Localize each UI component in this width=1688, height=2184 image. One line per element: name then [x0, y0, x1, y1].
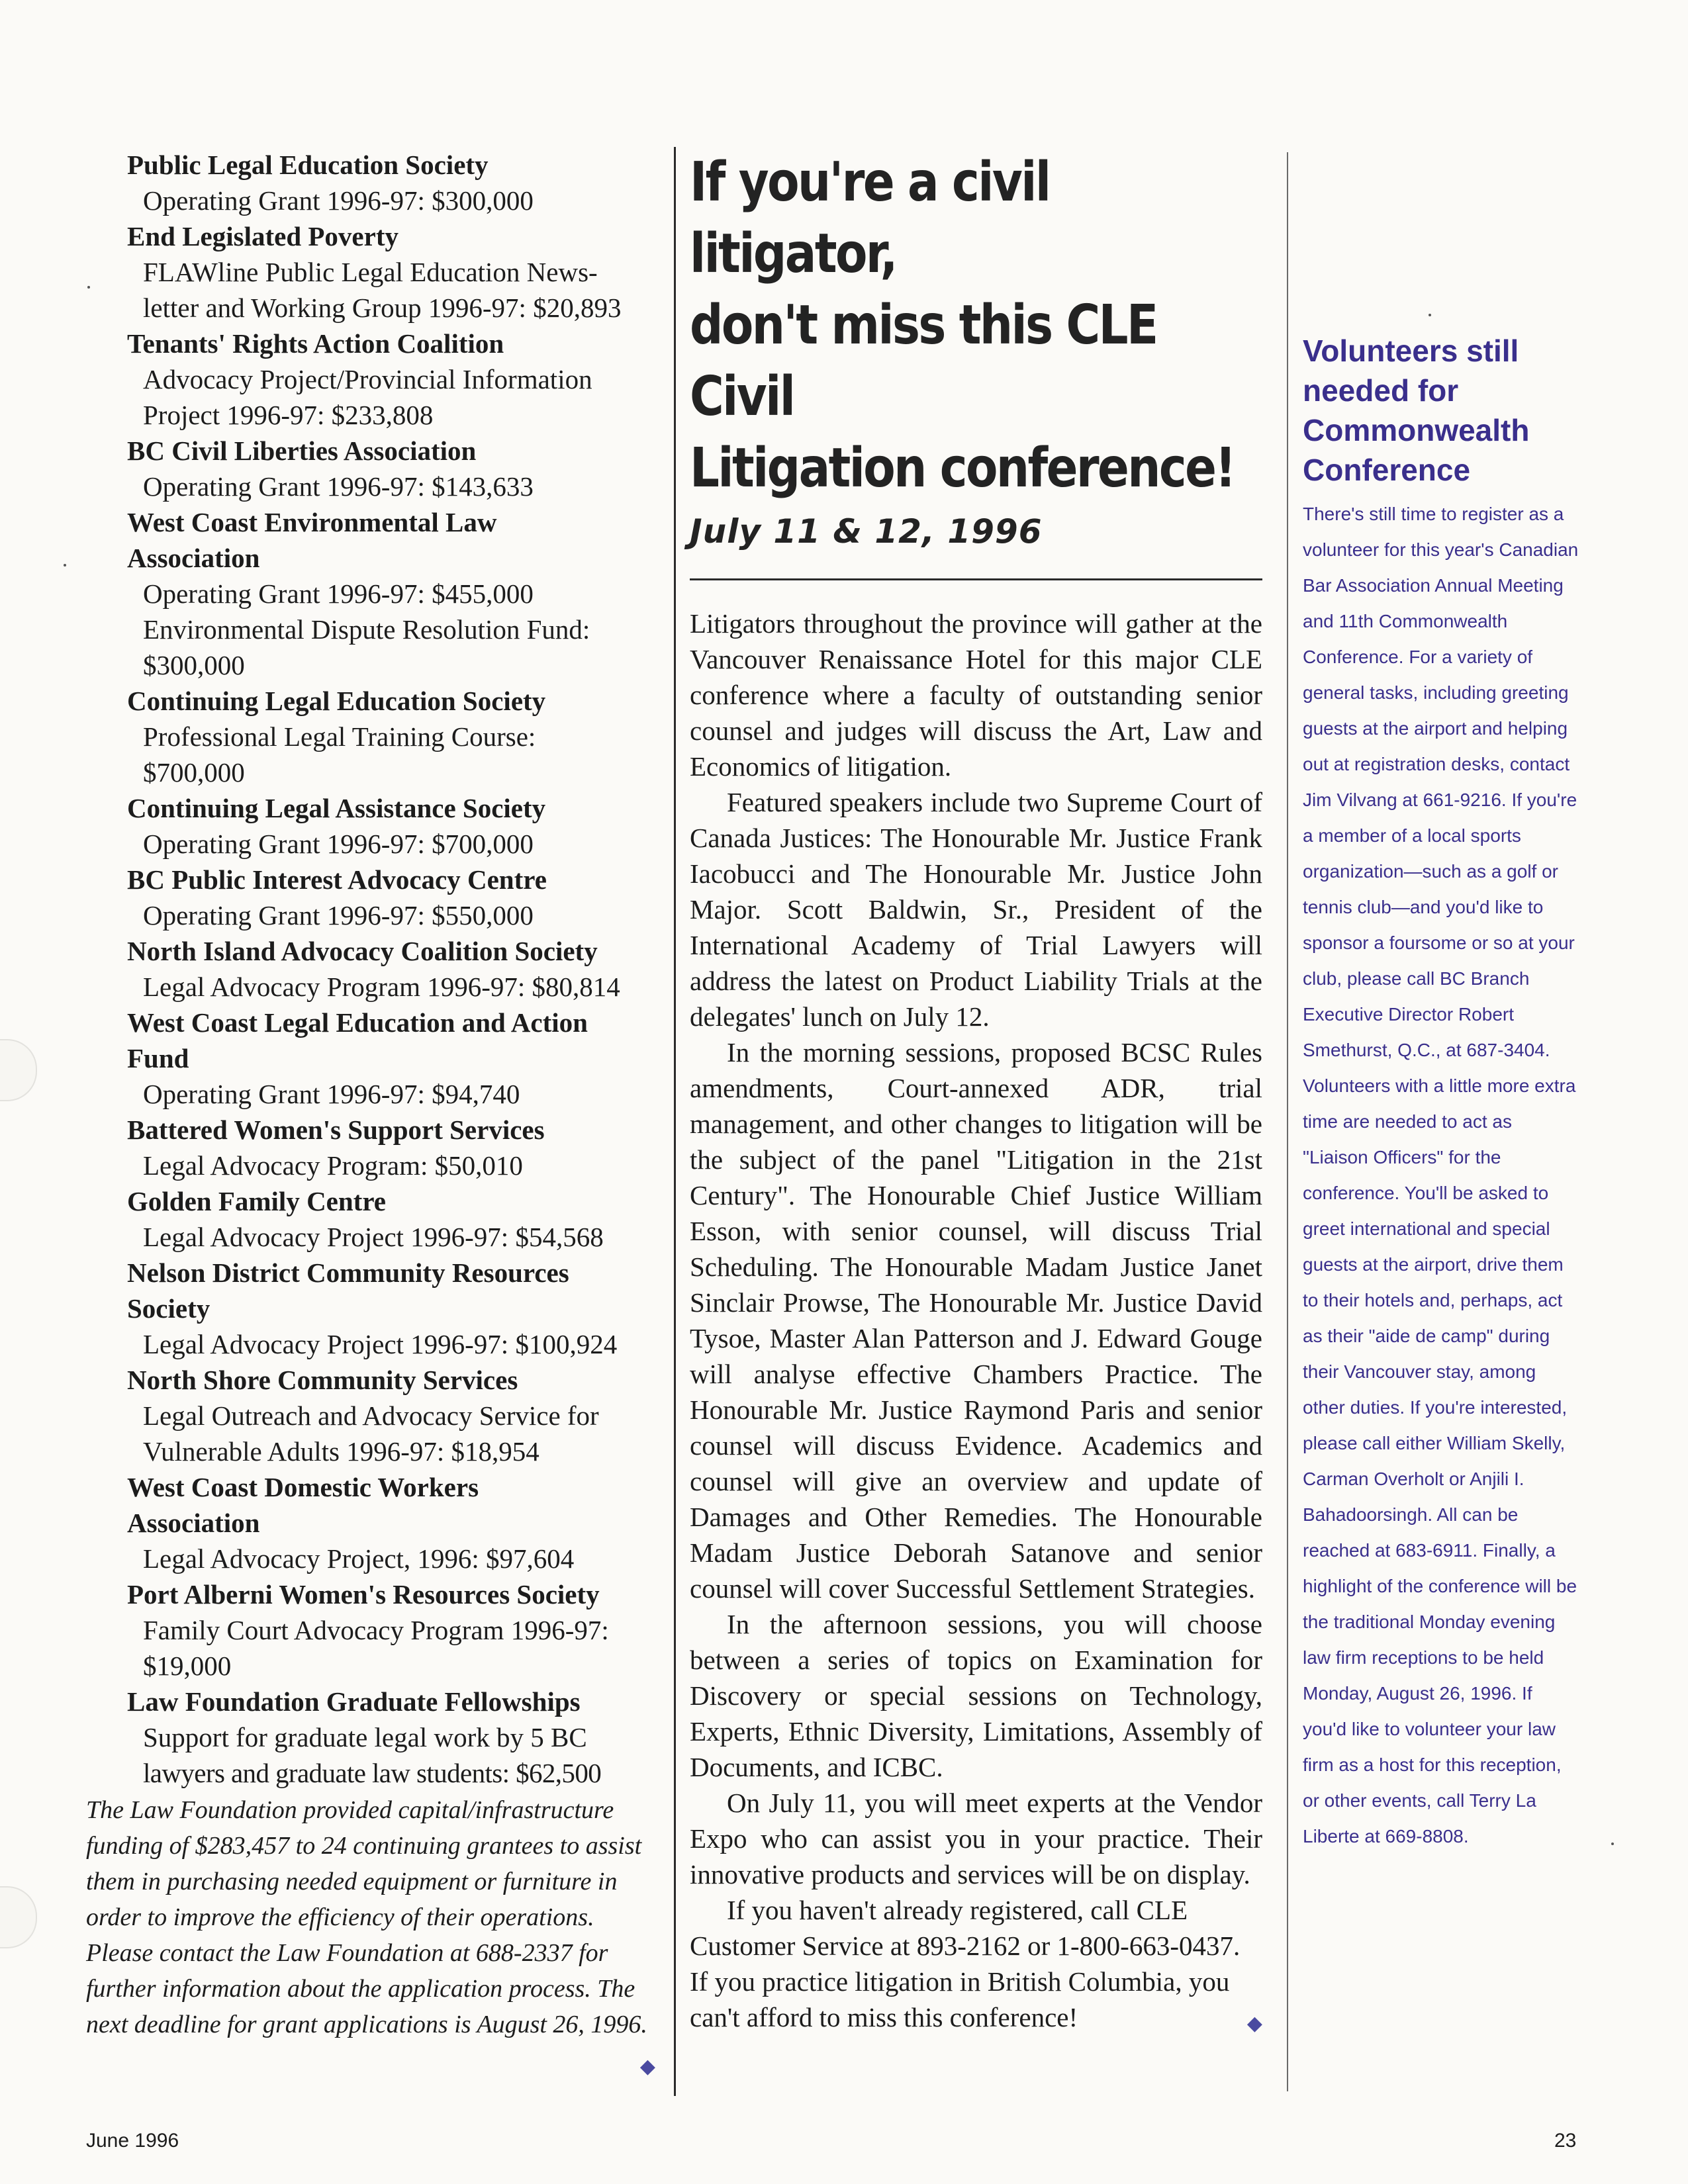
- grant-detail: Project 1996-97: $233,808: [143, 400, 434, 430]
- grant-detail: Legal Outreach and Advocacy Service for: [143, 1400, 599, 1431]
- grant-org: Battered Women's Support Services: [127, 1115, 545, 1145]
- grant-detail: $700,000: [143, 757, 245, 788]
- grant-org: West Coast Legal Education and Action Fund: [127, 1007, 588, 1073]
- article-paragraph: In the afternoon sessions, you will choose between a series of topics on Examination for Discovery or special sessions on Technology, Experts, Ethnic Diversity, Limitations, Assembly of Documents, and ICBC.: [690, 1609, 1262, 1782]
- grant-detail: Support for graduate legal work by 5 BC: [143, 1722, 587, 1752]
- article-paragraph: Featured speakers include two Supreme Court of Canada Justices: The Honourable Mr. Justice Frank Iacobucci and The Honourable Mr. Justice John Major. Scott Baldwin, Sr., President of the International Academy of Trial Lawyers will address the latest on Product Liability Trials at the delegates' lunch on July 12.: [690, 787, 1262, 1032]
- grant-org: BC Public Interest Advocacy Centre: [127, 864, 547, 895]
- article-paragraph: In the morning sessions, proposed BCSC Rules amendments, Court-annexed ADR, trial management, and other changes to litigation will be the subject of the panel "Litigation in the 21st Century". The Honourable Chief Justice William Esson, with senior counsel, will discuss Trial Scheduling. The Honourable Madam Justice Janet Sinclair Prowse, The Honourable Mr. Justice David Tysoe, Master Alan Patterson and J. Edward Gouge will analyse effective Chambers Practice. The Honourable Mr. Justice Raymond Paris and senior counsel will discuss Evidence. Academics and counsel will give an overview and update of Damages and Other Remedies. The Honourable Madam Justice Deborah Satanove and senior counsel will cover Successful Settlement Strategies.: [690, 1037, 1262, 1604]
- grant-detail: Advocacy Project/Provincial Information: [143, 364, 592, 394]
- grant-detail: $19,000: [143, 1651, 232, 1681]
- grant-org: Continuing Legal Assistance Society: [127, 793, 546, 823]
- scan-speck: [1611, 1843, 1614, 1845]
- grant-org: Public Legal Education Society: [127, 150, 489, 180]
- grant-org: West Coast Domestic Workers Association: [127, 1472, 479, 1538]
- grant-entry: [86, 326, 655, 433]
- grant-detail: letter and Working Group 1996-97: $20,893: [143, 293, 622, 323]
- grant-org: Golden Family Centre: [127, 1186, 386, 1216]
- grant-detail: Vulnerable Adults 1996-97: $18,954: [143, 1436, 539, 1467]
- article-body: [690, 606, 1262, 2035]
- grant-org: North Island Advocacy Coalition Society: [127, 936, 598, 966]
- grant-detail: Operating Grant 1996-97: $700,000: [143, 829, 534, 859]
- grant-entry: [86, 1005, 655, 1112]
- grant-org: End Legislated Poverty: [127, 221, 399, 251]
- grant-org: North Shore Community Services: [127, 1365, 518, 1395]
- grant-org: Port Alberni Women's Resources Society: [127, 1579, 600, 1610]
- scan-speck: [64, 564, 66, 567]
- end-diamond-icon: ◆: [639, 2056, 655, 2077]
- grant-entry: [86, 683, 655, 790]
- article-paragraph: On July 11, you will meet experts at the Vendor Expo who can assist you in your practice. Their innovative products and services will be on display.: [690, 1788, 1262, 1889]
- grant-entry: [86, 1469, 655, 1576]
- grant-detail: Legal Advocacy Program: $50,010: [143, 1150, 523, 1181]
- page-number: 23: [1554, 2130, 1577, 2152]
- law-foundation-note: [86, 1792, 655, 2077]
- grant-entry: [86, 1684, 655, 1791]
- headline-line: don't miss this CLE Civil: [690, 294, 1157, 428]
- article-headline: [690, 147, 1265, 504]
- grant-entry: [86, 1112, 655, 1183]
- grant-detail: Operating Grant 1996-97: $455,000: [143, 578, 534, 609]
- grant-detail: Operating Grant 1996-97: $550,000: [143, 900, 534, 931]
- grant-detail: Legal Advocacy Project, 1996: $97,604: [143, 1543, 575, 1574]
- grant-entry: [86, 1576, 655, 1684]
- punch-hole: [0, 1886, 37, 1948]
- sidebar-body: There's still time to register as a volunteer for this year's Canadian Bar Association Annual Meeting and 11th Commonwealth Conference. For a variety of general tasks, including greeting guests at the airport and helping out at registration desks, contact Jim Vilvang at 661-9216. If you're a member of a local sports organization—such as a golf or tennis club—and you'd like to sponsor a foursome or so at your club, please call BC Branch Executive Director Robert Smethurst, Q.C., at 687-3404. Volunteers with a little more extra time are needed to act as "Liaison Officers" for the conference. You'll be asked to greet international and special guests at the airport, drive them to their hotels and, perhaps, act as their "aide de camp" during their Vancouver stay, among other duties. If you're interested, please call either William Skelly, Carman Overholt or Anjili I. Bahadoorsingh. All can be reached at 683-6911. Finally, a highlight of the conference will be the traditional Monday evening law firm receptions to be held Monday, August 26, 1996. If you'd like to volunteer your law firm as a host for this reception, or other events, call Terry La Liberte at 669-8808.: [1303, 504, 1579, 1846]
- grant-entry: [86, 933, 655, 1005]
- grant-org: Tenants' Rights Action Coalition: [127, 328, 504, 359]
- grant-detail: Family Court Advocacy Program 1996-97:: [143, 1615, 609, 1645]
- grant-detail: Legal Advocacy Program 1996-97: $80,814: [143, 972, 620, 1002]
- conference-dates: July 11 & 12, 1996: [690, 512, 1043, 551]
- headline-line: If you're a civil litigator,: [690, 151, 1050, 285]
- article-paragraph: Litigators throughout the province will gather at the Vancouver Renaissance Hotel for this major CLE conference where a faculty of outstanding senior counsel and judges will discuss the Art, Law and Economics of litigation.: [690, 608, 1262, 782]
- grant-detail: Operating Grant 1996-97: $143,633: [143, 471, 534, 502]
- grants-column: [86, 147, 655, 2085]
- grant-detail: $300,000: [143, 650, 245, 680]
- volunteer-sidebar: [1303, 331, 1581, 1854]
- grant-detail: Professional Legal Training Course:: [143, 721, 536, 752]
- grant-entry: [86, 504, 655, 683]
- grant-org: Continuing Legal Education Society: [127, 686, 546, 716]
- law-foundation-note-text: The Law Foundation provided capital/infrastructure funding of $283,457 to 24 continuing grantees to assist them in purchasing needed equipment or furniture in order to improve the efficiency of their operations. Please contact the Law Foundation at 688-2337 for further information about the application process. The next deadline for grant applications is August 26, 1996.: [86, 1796, 647, 2038]
- grant-detail: FLAWline Public Legal Education News-: [143, 257, 598, 287]
- grant-entry: [86, 433, 655, 504]
- scan-speck: [87, 286, 90, 289]
- grant-detail: Environmental Dispute Resolution Fund:: [143, 614, 590, 645]
- sidebar-heading: Volunteers still needed for Commonwealth Conference: [1303, 334, 1530, 487]
- grant-entry: [86, 218, 655, 326]
- grant-org: West Coast Environmental Law Association: [127, 507, 497, 573]
- headline-line: Litigation conference!: [690, 437, 1235, 500]
- sidebar-divider: [1287, 152, 1288, 2091]
- cle-article: [690, 147, 1262, 2042]
- grant-org: Nelson District Community Resources Society: [127, 1257, 569, 1324]
- grant-detail: Operating Grant 1996-97: $300,000: [143, 185, 534, 216]
- grant-detail: Legal Advocacy Project 1996-97: $100,924: [143, 1329, 618, 1359]
- headline-rule: [690, 578, 1262, 580]
- grant-entry: [86, 790, 655, 862]
- grant-org: Law Foundation Graduate Fellowships: [127, 1686, 581, 1717]
- grant-entry: [86, 147, 655, 218]
- footer-date: June 1996: [86, 2130, 179, 2152]
- grant-detail: lawyers and graduate law students: $62,500: [143, 1758, 602, 1788]
- grant-org: BC Civil Liberties Association: [127, 435, 477, 466]
- grant-entry: [86, 1362, 655, 1469]
- grant-detail: Legal Advocacy Project 1996-97: $54,568: [143, 1222, 604, 1252]
- end-diamond-icon: ◆: [1246, 2013, 1262, 2034]
- grant-detail: Operating Grant 1996-97: $94,740: [143, 1079, 520, 1109]
- punch-hole: [0, 1039, 37, 1101]
- column-divider: [674, 147, 676, 2096]
- article-paragraph: [690, 1892, 1262, 2035]
- scan-speck: [1429, 314, 1431, 316]
- grant-entry: [86, 862, 655, 933]
- grant-entry: [86, 1183, 655, 1255]
- article-paragraph-text: If you haven't already registered, call CLE Customer Service at 893-2162 or 1-800-663-0437. If you practice litigation in British Columbia, you can't afford to miss this conference!: [690, 1895, 1241, 2032]
- grant-entry: [86, 1255, 655, 1362]
